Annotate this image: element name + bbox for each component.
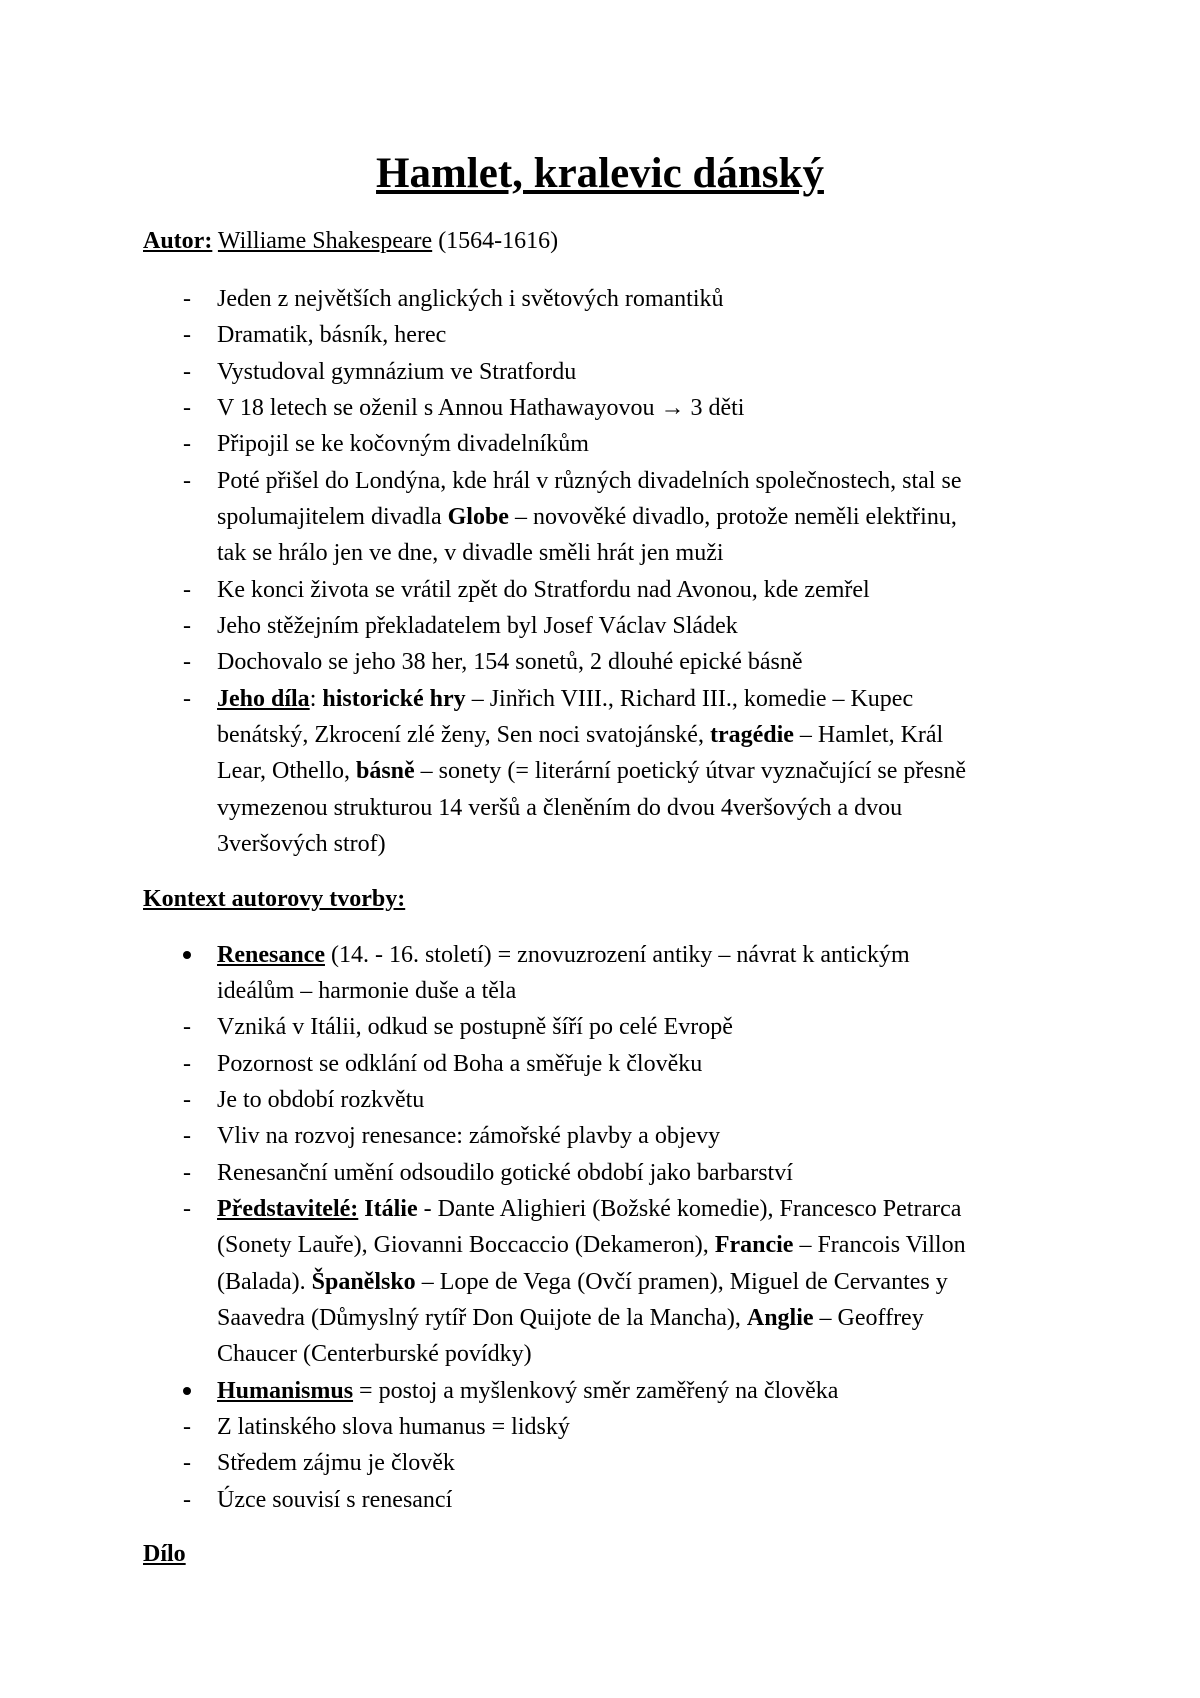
bullet-icon <box>183 1387 191 1395</box>
list-dash: - <box>183 649 191 675</box>
list-dash: - <box>183 613 191 639</box>
dilo-heading: Dílo <box>143 1541 186 1567</box>
list-item-london-line2: spolumajitelem divadla Globe – novověké divadlo, protože neměli elektřinu, <box>217 504 957 530</box>
list-dash: - <box>183 686 191 712</box>
list-item: Ke konci života se vrátil zpět do Stratfordu nad Avonou, kde zemřel <box>217 577 870 603</box>
list-item: V 18 letech se oženil s Annou Hathawayovou → 3 děti <box>217 395 745 421</box>
list-dash: - <box>183 431 191 457</box>
bullet-icon <box>183 951 191 959</box>
list-item: Dochovalo se jeho 38 her, 154 sonetů, 2 dlouhé epické básně <box>217 649 803 675</box>
list-dash: - <box>183 1123 191 1149</box>
list-item: Úzce souvisí s renesancí <box>217 1487 453 1513</box>
predstavitele-line3: (Balada). Španělsko – Lope de Vega (Ovčí pramen), Miguel de Cervantes y <box>217 1269 948 1295</box>
renesance-line1: Renesance (14. - 16. století) = znovuzrození antiky – návrat k antickým <box>217 942 910 968</box>
context-heading: Kontext autorovy tvorby: <box>143 886 406 912</box>
list-item: Dramatik, básník, herec <box>217 322 447 348</box>
works-line5: 3veršových strof) <box>217 831 386 857</box>
list-dash: - <box>183 286 191 312</box>
list-dash: - <box>183 322 191 348</box>
humanismus-label: Humanismus <box>217 1378 354 1404</box>
list-item-london-line3: tak se hrálo jen ve dne, v divadle směli hrát jen muži <box>217 540 724 566</box>
author-years: (1564-1616) <box>438 228 559 254</box>
globe-theatre: Globe <box>447 504 509 530</box>
works-line4: vymezenou strukturou 14 veršů a členěním do dvou 4veršových a dvou <box>217 795 903 821</box>
author-label: Autor: <box>143 228 213 254</box>
list-item: Pozornost se odklání od Boha a směřuje k člověku <box>217 1051 703 1077</box>
list-item: Je to období rozkvětu <box>217 1087 425 1113</box>
list-item: Středem zájmu je člověk <box>217 1450 455 1476</box>
list-dash: - <box>183 359 191 385</box>
list-dash: - <box>183 468 191 494</box>
predstavitele-line5: Chaucer (Centerburské povídky) <box>217 1341 532 1367</box>
list-item: Z latinského slova humanus = lidský <box>217 1414 570 1440</box>
list-item: Připojil se ke kočovným divadelníkům <box>217 431 589 457</box>
list-item: Jeho stěžejním překladatelem byl Josef Václav Sládek <box>217 613 738 639</box>
works-label: Jeho díla <box>217 686 310 712</box>
list-item: Vzniká v Itálii, odkud se postupně šíří po celé Evropě <box>217 1014 733 1040</box>
list-dash: - <box>183 1487 191 1513</box>
list-dash: - <box>183 1414 191 1440</box>
list-item: Vliv na rozvoj renesance: zámořské plavby a objevy <box>217 1123 721 1149</box>
predstavitele-line1: Představitelé: Itálie - Dante Alighieri (Božské komedie), Francesco Petrarca <box>217 1196 962 1222</box>
list-dash: - <box>183 577 191 603</box>
list-dash: - <box>183 395 191 421</box>
list-dash: - <box>183 1087 191 1113</box>
renesance-line2: ideálům – harmonie duše a těla <box>217 978 517 1004</box>
list-dash: - <box>183 1014 191 1040</box>
list-item: Jeden z největších anglických i světových romantiků <box>217 286 724 312</box>
list-dash: - <box>183 1196 191 1222</box>
document-title: Hamlet, kralevic dánský <box>376 150 824 197</box>
list-item-london-line1: Poté přišel do Londýna, kde hrál v různých divadelních společnostech, stal se <box>217 468 962 494</box>
list-dash: - <box>183 1051 191 1077</box>
works-line2: benátský, Zkrocení zlé ženy, Sen noci svatojánské, tragédie – Hamlet, Král <box>217 722 944 748</box>
list-dash: - <box>183 1450 191 1476</box>
author-line <box>143 226 558 256</box>
predstavitele-label: Představitelé: <box>217 1196 359 1222</box>
works-line3: Lear, Othello, básně – sonety (= literární poetický útvar vyznačující se přesně <box>217 758 967 784</box>
list-dash: - <box>183 1160 191 1186</box>
humanismus-line: Humanismus = postoj a myšlenkový směr zaměřený na člověka <box>217 1378 839 1404</box>
list-item: Vystudoval gymnázium ve Stratfordu <box>217 359 577 385</box>
predstavitele-line2: (Sonety Lauře), Giovanni Boccaccio (Dekameron), Francie – Francois Villon <box>217 1232 966 1258</box>
works-line1: Jeho díla: historické hry – Jinřich VIII., Richard III., komedie – Kupec <box>217 686 914 712</box>
list-item: Renesanční umění odsoudilo gotické období jako barbarství <box>217 1160 793 1186</box>
author-name: Williame Shakespeare <box>217 228 433 254</box>
predstavitele-line4: Saavedra (Důmyslný rytíř Don Quijote de la Mancha), Anglie – Geoffrey <box>217 1305 924 1331</box>
renesance-label: Renesance <box>217 942 325 968</box>
